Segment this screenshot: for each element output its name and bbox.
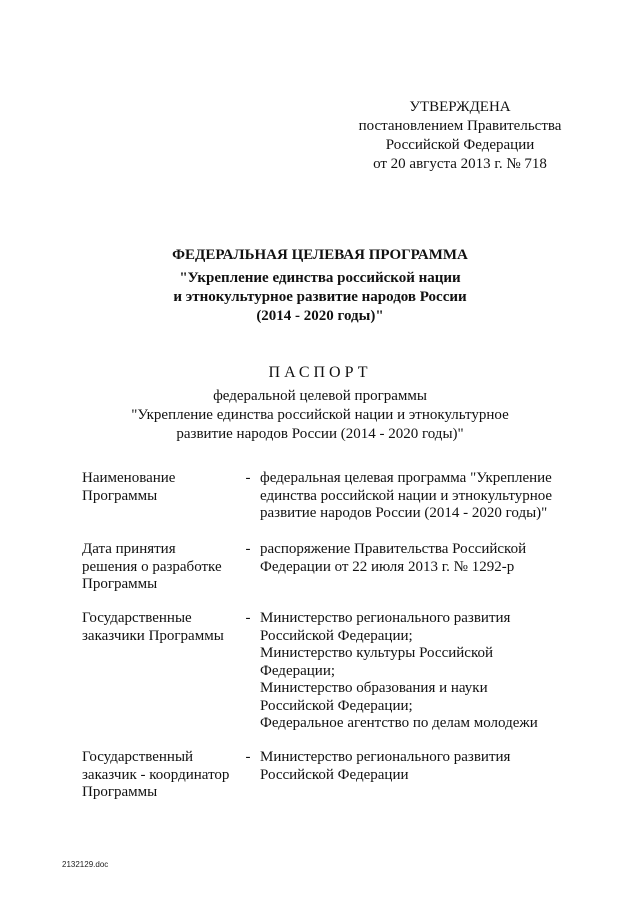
row-value-line: Российской Федерации;	[260, 697, 413, 714]
row-label-customers	[82, 610, 237, 645]
row-value-line: Министерство образования и науки	[260, 680, 488, 696]
row-label-line: решения о разработке	[82, 558, 222, 575]
passport-subtitle-line: "Укрепление единства российской нации и этнокультурное	[131, 407, 509, 423]
row-value-line: единства российской нации и этнокультурное	[260, 487, 553, 504]
row-value-name	[260, 470, 580, 523]
row-value-line: Российской Федерации	[260, 766, 409, 783]
row-label-line: Программы	[82, 784, 158, 800]
row-value-line: развитие народов России (2014 - 2020 годы)"	[260, 505, 548, 521]
program-title-line: и этнокультурное развитие народов России	[173, 289, 467, 305]
passport-title: ПАСПОРТ	[268, 364, 372, 381]
row-dash: -	[245, 470, 251, 486]
approval-line: Российской Федерации	[385, 137, 535, 153]
row-label-line: Государственные	[82, 610, 192, 626]
row-value-line: федеральная целевая программа "Укрепление	[260, 470, 552, 486]
approval-date-line: от 20 августа 2013 г. № 718	[373, 156, 547, 172]
passport-subtitle-line: развитие народов России (2014 - 2020 годы)"	[176, 426, 464, 442]
program-heading: ФЕДЕРАЛЬНАЯ ЦЕЛЕВАЯ ПРОГРАММА	[172, 247, 468, 263]
row-value-line: распоряжение Правительства Российской	[260, 541, 527, 557]
row-label-line: Программы	[82, 487, 158, 504]
row-label-line: Программы	[82, 576, 158, 592]
row-label-decision-date	[82, 541, 237, 594]
approval-title: УТВЕРЖДЕНА	[409, 99, 511, 115]
row-label-line: Дата принятия	[82, 541, 176, 557]
row-dash: -	[245, 749, 251, 765]
row-label-line: заказчики Программы	[82, 627, 224, 644]
approval-block	[330, 98, 590, 174]
program-title-line: "Укрепление единства российской нации	[179, 270, 461, 286]
row-label-line: Наименование	[82, 470, 176, 486]
row-label-line: Государственный	[82, 749, 194, 765]
row-value-line: Российской Федерации;	[260, 627, 413, 644]
program-title-block	[90, 246, 550, 326]
row-value-line: Министерство культуры Российской	[260, 645, 494, 661]
row-dash: -	[245, 610, 251, 626]
row-value-decision-date	[260, 541, 580, 576]
row-label-name	[82, 470, 237, 505]
row-value-line: Федеральное агентство по делам молодежи	[260, 715, 538, 731]
row-dash: -	[245, 541, 251, 557]
row-label-line: заказчик - координатор	[82, 766, 230, 783]
row-value-line: Федерации от 22 июля 2013 г. № 1292-р	[260, 558, 515, 575]
row-value-customers	[260, 610, 580, 733]
row-value-line: Федерации;	[260, 662, 336, 679]
approval-line: постановлением Правительства	[358, 118, 562, 134]
footer-filename: 2132129.doc	[62, 860, 109, 869]
passport-subtitle-line: федеральной целевой программы	[213, 388, 427, 404]
row-label-coordinator	[82, 749, 237, 802]
row-value-line: Министерство регионального развития	[260, 749, 511, 765]
passport-subtitle	[90, 387, 550, 444]
row-value-line: Министерство регионального развития	[260, 610, 511, 626]
row-value-coordinator	[260, 749, 580, 784]
program-title-line: (2014 - 2020 годы)"	[256, 308, 384, 324]
